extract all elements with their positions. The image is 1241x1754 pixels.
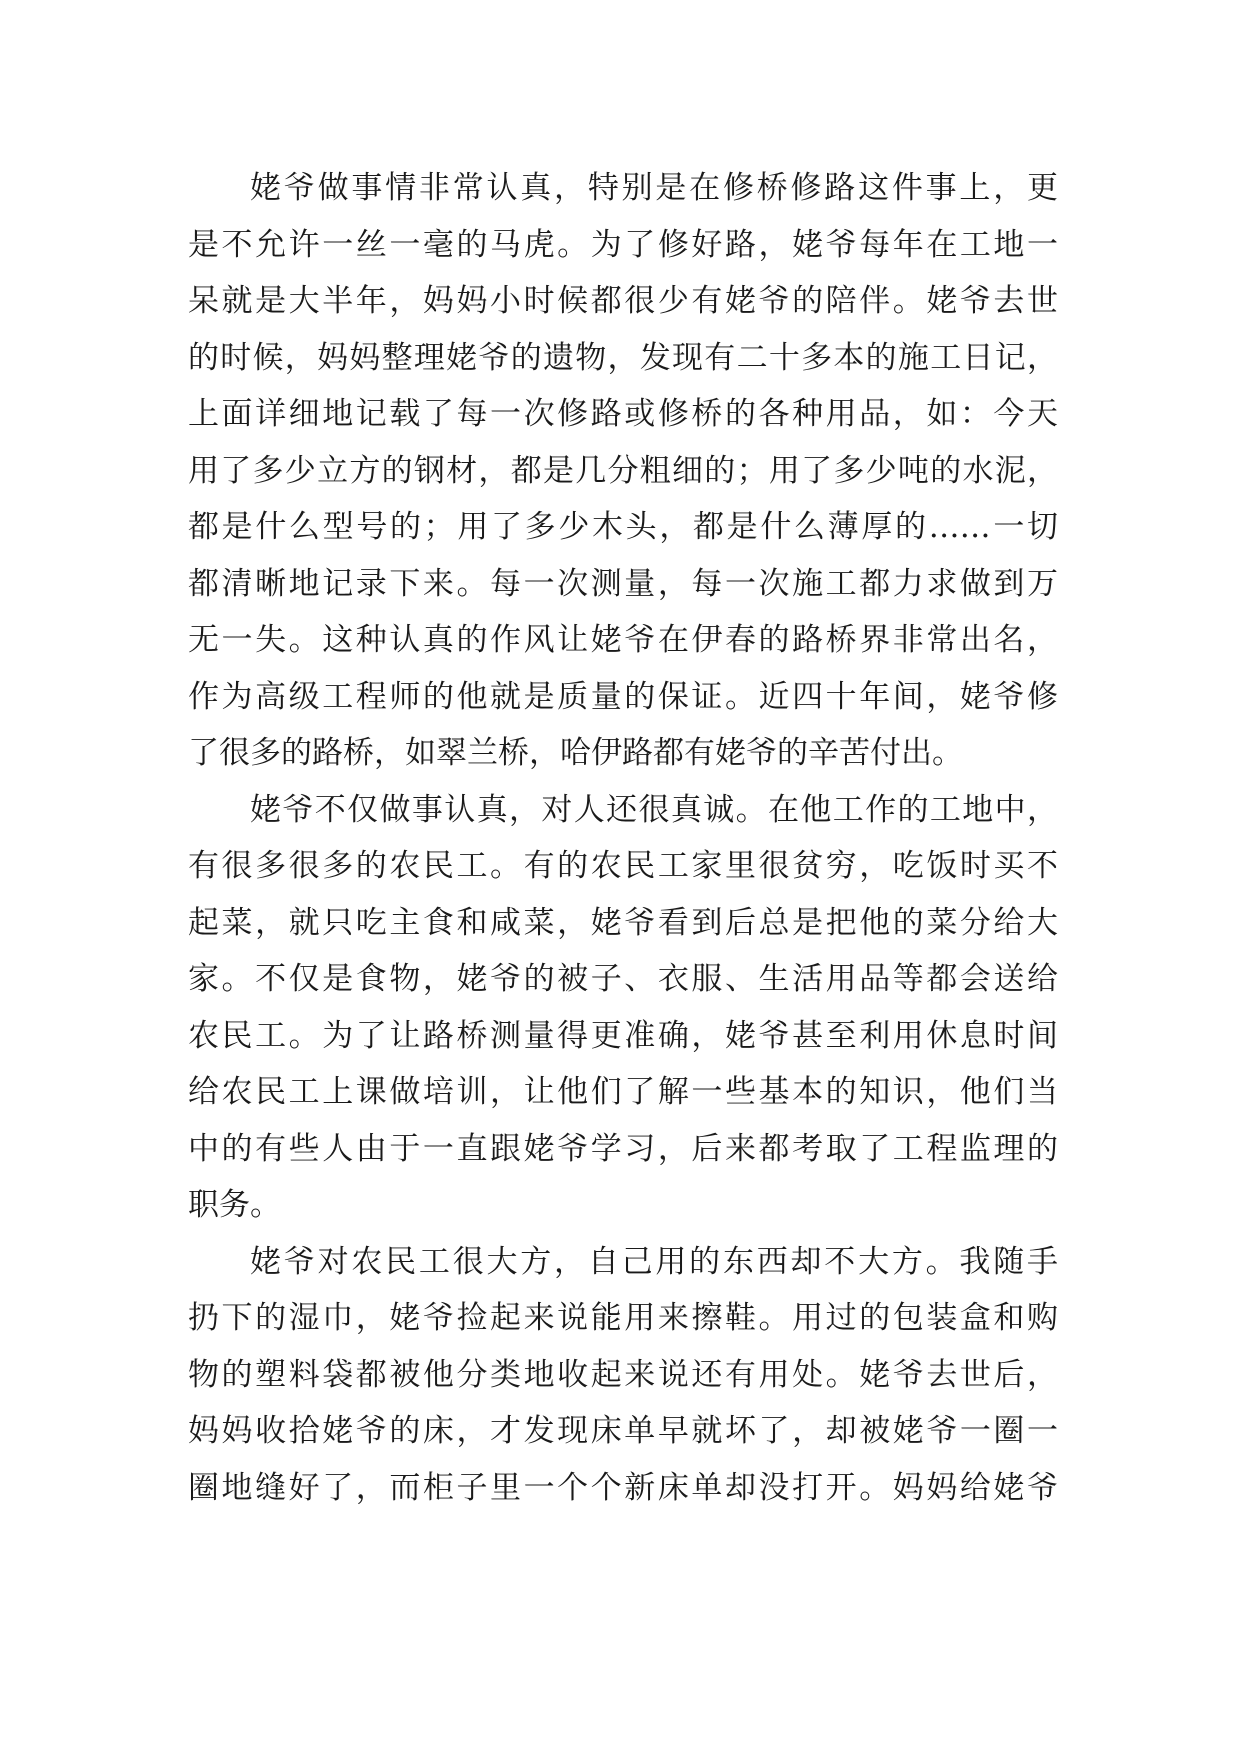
text-line: 给农民工上课做培训，让他们了解一些基本的知识，他们当	[188, 1074, 1058, 1110]
text-line: 物的塑料袋都被他分类地收起来说还有用处。姥爷去世后，	[188, 1356, 1058, 1393]
text-line: 中的有些人由于一直跟姥爷学习，后来都考取了工程监理的	[188, 1130, 1058, 1167]
text-line: 姥爷做事情非常认真，特别是在修桥修路这件事上，更	[250, 170, 1058, 206]
text-line: 家。不仅是食物，姥爷的被子、衣服、生活用品等都会送给	[188, 961, 1058, 997]
text-line: 妈妈收拾姥爷的床，才发现床单早就坏了，却被姥爷一圈一	[188, 1413, 1058, 1449]
text-line: 都清晰地记录下来。每一次测量，每一次施工都力求做到万	[188, 565, 1058, 602]
text-line: 姥爷对农民工很大方，自己用的东西却不大方。我随手	[250, 1243, 1058, 1280]
text-line: 起菜，就只吃主食和咸菜，姥爷看到后总是把他的菜分给大	[188, 904, 1058, 941]
text-line: 扔下的湿巾，姥爷捡起来说能用来擦鞋。用过的包装盒和购	[188, 1300, 1058, 1336]
document-body	[188, 160, 1058, 1516]
text-line: 上面详细地记载了每一次修路或修桥的各种用品，如：今天	[188, 396, 1058, 432]
text-line: 农民工。为了让路桥测量得更准确，姥爷甚至利用休息时间	[188, 1017, 1058, 1054]
text-line: 作为高级工程师的他就是质量的保证。近四十年间，姥爷修	[188, 678, 1058, 715]
paragraph-3	[188, 1234, 1058, 1517]
text-line: 姥爷不仅做事认真，对人还很真诚。在他工作的工地中，	[250, 791, 1058, 828]
text-line: 了很多的路桥，如翠兰桥，哈伊路都有姥爷的辛苦付出。	[188, 735, 963, 771]
text-line: 都是什么型号的；用了多少木头，都是什么薄厚的……一切	[188, 509, 1058, 545]
paragraph-1	[188, 160, 1058, 782]
text-line: 无一失。这种认真的作风让姥爷在伊春的路桥界非常出名，	[188, 622, 1058, 658]
text-line: 圈地缝好了，而柜子里一个个新床单却没打开。妈妈给姥爷	[188, 1469, 1058, 1506]
text-line: 有很多很多的农民工。有的农民工家里很贫穷，吃饭时买不	[188, 848, 1058, 884]
text-line: 用了多少立方的钢材，都是几分粗细的；用了多少吨的水泥，	[188, 452, 1058, 489]
text-line: 的时候，妈妈整理姥爷的遗物，发现有二十多本的施工日记，	[188, 339, 1058, 376]
paragraph-2	[188, 782, 1058, 1234]
text-line: 呆就是大半年，妈妈小时候都很少有姥爷的陪伴。姥爷去世	[188, 283, 1058, 319]
text-line: 职务。	[188, 1187, 281, 1223]
text-line: 是不允许一丝一毫的马虎。为了修好路，姥爷每年在工地一	[188, 226, 1058, 263]
